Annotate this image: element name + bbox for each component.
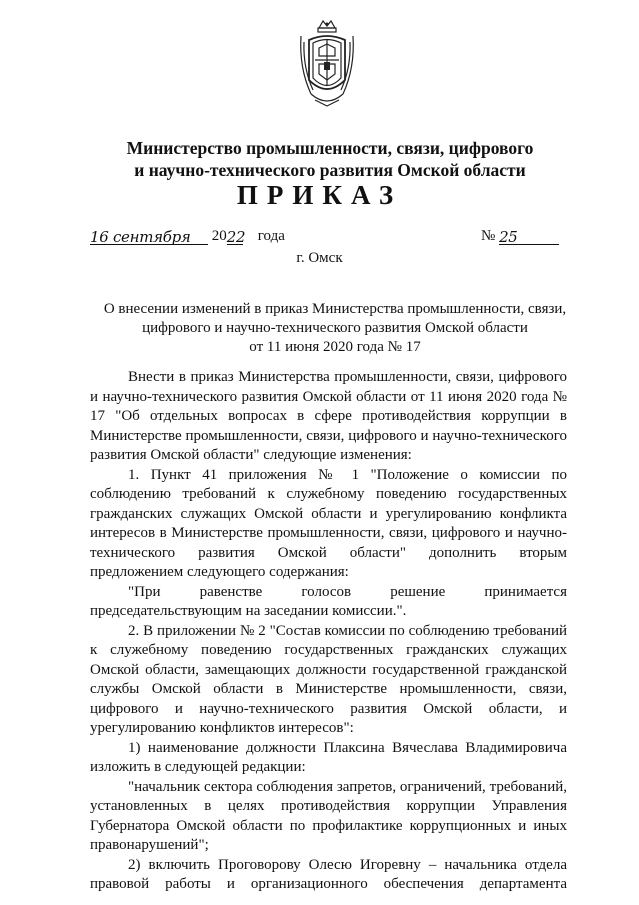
order-number [481, 228, 559, 245]
year-word: года [257, 228, 285, 244]
city: г. Омск [296, 250, 343, 266]
paragraph-item-1-quote: "При равенстве голосов решение принимается председательствующим на заседании комиссии.". [90, 583, 567, 619]
handwritten-number: 25 [499, 228, 518, 246]
subject-line1: О внесении изменений в приказ Министерства промышленности, связи, [103, 301, 567, 317]
ministry-name-line1: Министерство промышленности, связи, цифрового [126, 138, 534, 158]
paragraph-item-2-sub-2: 2) включить Проговорову Олесю Игоревну – начальника отдела правовой работы и организационного обеспечения департамента [90, 856, 567, 892]
coat-of-arms-emblem [297, 18, 357, 110]
document-type-title: ПРИКАЗ [236, 180, 403, 210]
handwritten-day-month: 16 сентября [90, 228, 191, 246]
order-body [90, 368, 567, 895]
paragraph-item-2: 2. В приложении № 2 "Состав комиссии по соблюдению требований к служебному поведению государственных гражданских служащих Омской области, замещающих должности государственной гражданской службы Омской области в Министерстве нромышленности, связи, цифрового и научно-технического развития Омской области, и урегулированию конфликтов интересов": [90, 622, 567, 736]
number-sign: № [481, 228, 496, 244]
ministry-name [100, 137, 560, 181]
subject-line3: от 11 июня 2020 года № 17 [249, 339, 421, 355]
paragraph-item-2-sub-1: 1) наименование должности Плаксина Вячеслава Владимировича изложить в следующей редакции: [90, 739, 567, 775]
subject-line2: цифрового и научно-технического развития Омской области [142, 320, 528, 336]
year-prefix: 20 [211, 228, 227, 244]
handwritten-year-suffix: 22 [226, 228, 246, 246]
paragraph-item-2-sub-1-quote: "начальник сектора соблюдения запретов, ограничений, требований, установленных в целях противодействия коррупции Управления Губернатора Омской области по профилактике коррупционных и иных правонарушений"; [90, 778, 567, 853]
order-date [90, 228, 285, 245]
paragraph-intro: Внести в приказ Министерства промышленности, связи, цифрового и научно-технического развития Омской области от 11 июня 2020 года № 17 "Об отдельных вопросах в сфере противодействия коррупции в Министерстве промышленности, связи, цифрового и научно-технического развития Омской области" следующие изменения: [90, 369, 567, 463]
order-subject [95, 300, 575, 357]
paragraph-item-1: 1. Пункт 41 приложения № 1 "Положение о комиссии по соблюдению требований к служебному поведению государственных гражданских служащих Омской области и урегулированию конфликта интересов в Министерстве промышленности, связи, цифрового и научно-технического развития Омской области" дополнить вторым предложением следующего содержания: [90, 466, 567, 580]
ministry-name-line2: и научно-технического развития Омской области [134, 160, 526, 180]
